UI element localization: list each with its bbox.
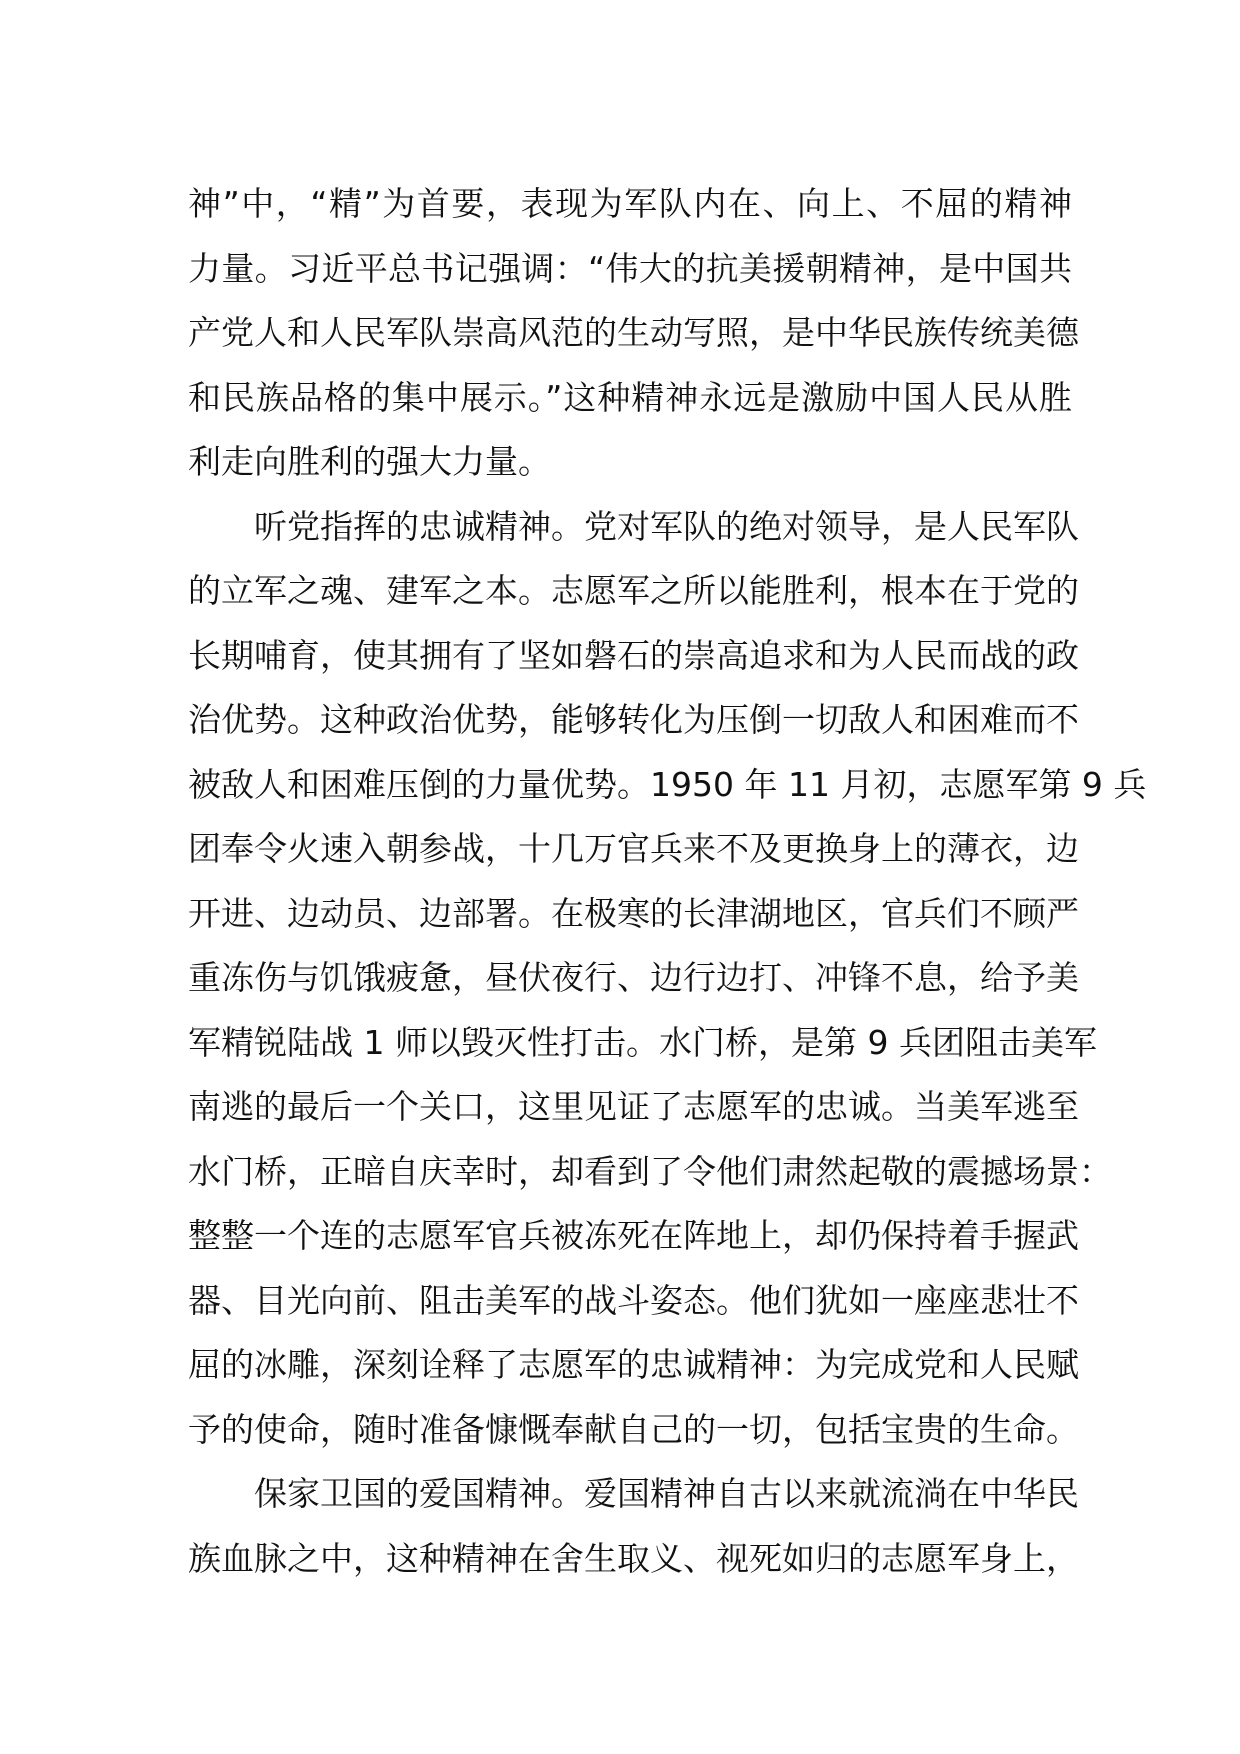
- text-line: 器、目光向前、阻击美军的战斗姿态。他们犹如一座座悲壮不: [188, 1280, 1079, 1320]
- text-line: 产党人和人民军队崇高风范的生动写照，是中华民族传统美德: [188, 313, 1079, 352]
- text-line: 水门桥，正暗自庆幸时，却看到了令他们肃然起敬的震撼场景：: [188, 1151, 1112, 1191]
- text-line: 南逃的最后一个关口，这里见证了志愿军的忠诚。当美军逃至: [188, 1087, 1079, 1126]
- body-text: [188, 172, 1147, 1591]
- text-line: 军精锐陆战 1 师以毁灭性打击。水门桥，是第 9 兵团阻击美军: [188, 1022, 1097, 1062]
- text-line: 团奉令火速入朝参战，十几万官兵来不及更换身上的薄衣，边: [188, 829, 1079, 868]
- text-line: 长期哺育，使其拥有了坚如磐石的崇高追求和为人民而战的政: [188, 635, 1079, 675]
- text-line: 治优势。这种政治优势，能够转化为压倒一切敌人和困难而不: [188, 700, 1079, 739]
- text-line: 神”中，“精”为首要，表现为军队内在、向上、不屈的精神: [188, 184, 1072, 223]
- text-line: 利走向胜利的强大力量。: [188, 442, 551, 481]
- text-line: 和民族品格的集中展示。”这种精神永远是激励中国人民从胜: [188, 377, 1072, 417]
- text-line: 的立军之魂、建军之本。志愿军之所以能胜利，根本在于党的: [188, 571, 1079, 610]
- text-line: 力量。习近平总书记强调：“伟大的抗美援朝精神，是中国共: [188, 248, 1072, 288]
- text-line: 被敌人和困难压倒的力量优势。1950 年 11 月初，志愿军第 9 兵: [188, 764, 1147, 804]
- text-line: 予的使命，随时准备慷慨奉献自己的一切，包括宝贵的生命。: [188, 1409, 1079, 1449]
- text-line: 重冻伤与饥饿疲惫，昼伏夜行、边行边打、冲锋不息，给予美: [188, 958, 1079, 997]
- text-line: 屈的冰雕，深刻诠释了志愿军的忠诚精神：为完成党和人民赋: [188, 1345, 1079, 1384]
- text-line: 开进、边动员、边部署。在极寒的长津湖地区，官兵们不顾严: [188, 893, 1079, 933]
- text-line: 族血脉之中，这种精神在舍生取义、视死如归的志愿军身上，: [188, 1538, 1079, 1578]
- text-line: 听党指挥的忠诚精神。党对军队的绝对领导，是人民军队: [254, 506, 1079, 546]
- text-line: 整整一个连的志愿军官兵被冻死在阵地上，却仍保持着手握武: [188, 1216, 1079, 1255]
- text-line: 保家卫国的爱国精神。爱国精神自古以来就流淌在中华民: [254, 1474, 1079, 1513]
